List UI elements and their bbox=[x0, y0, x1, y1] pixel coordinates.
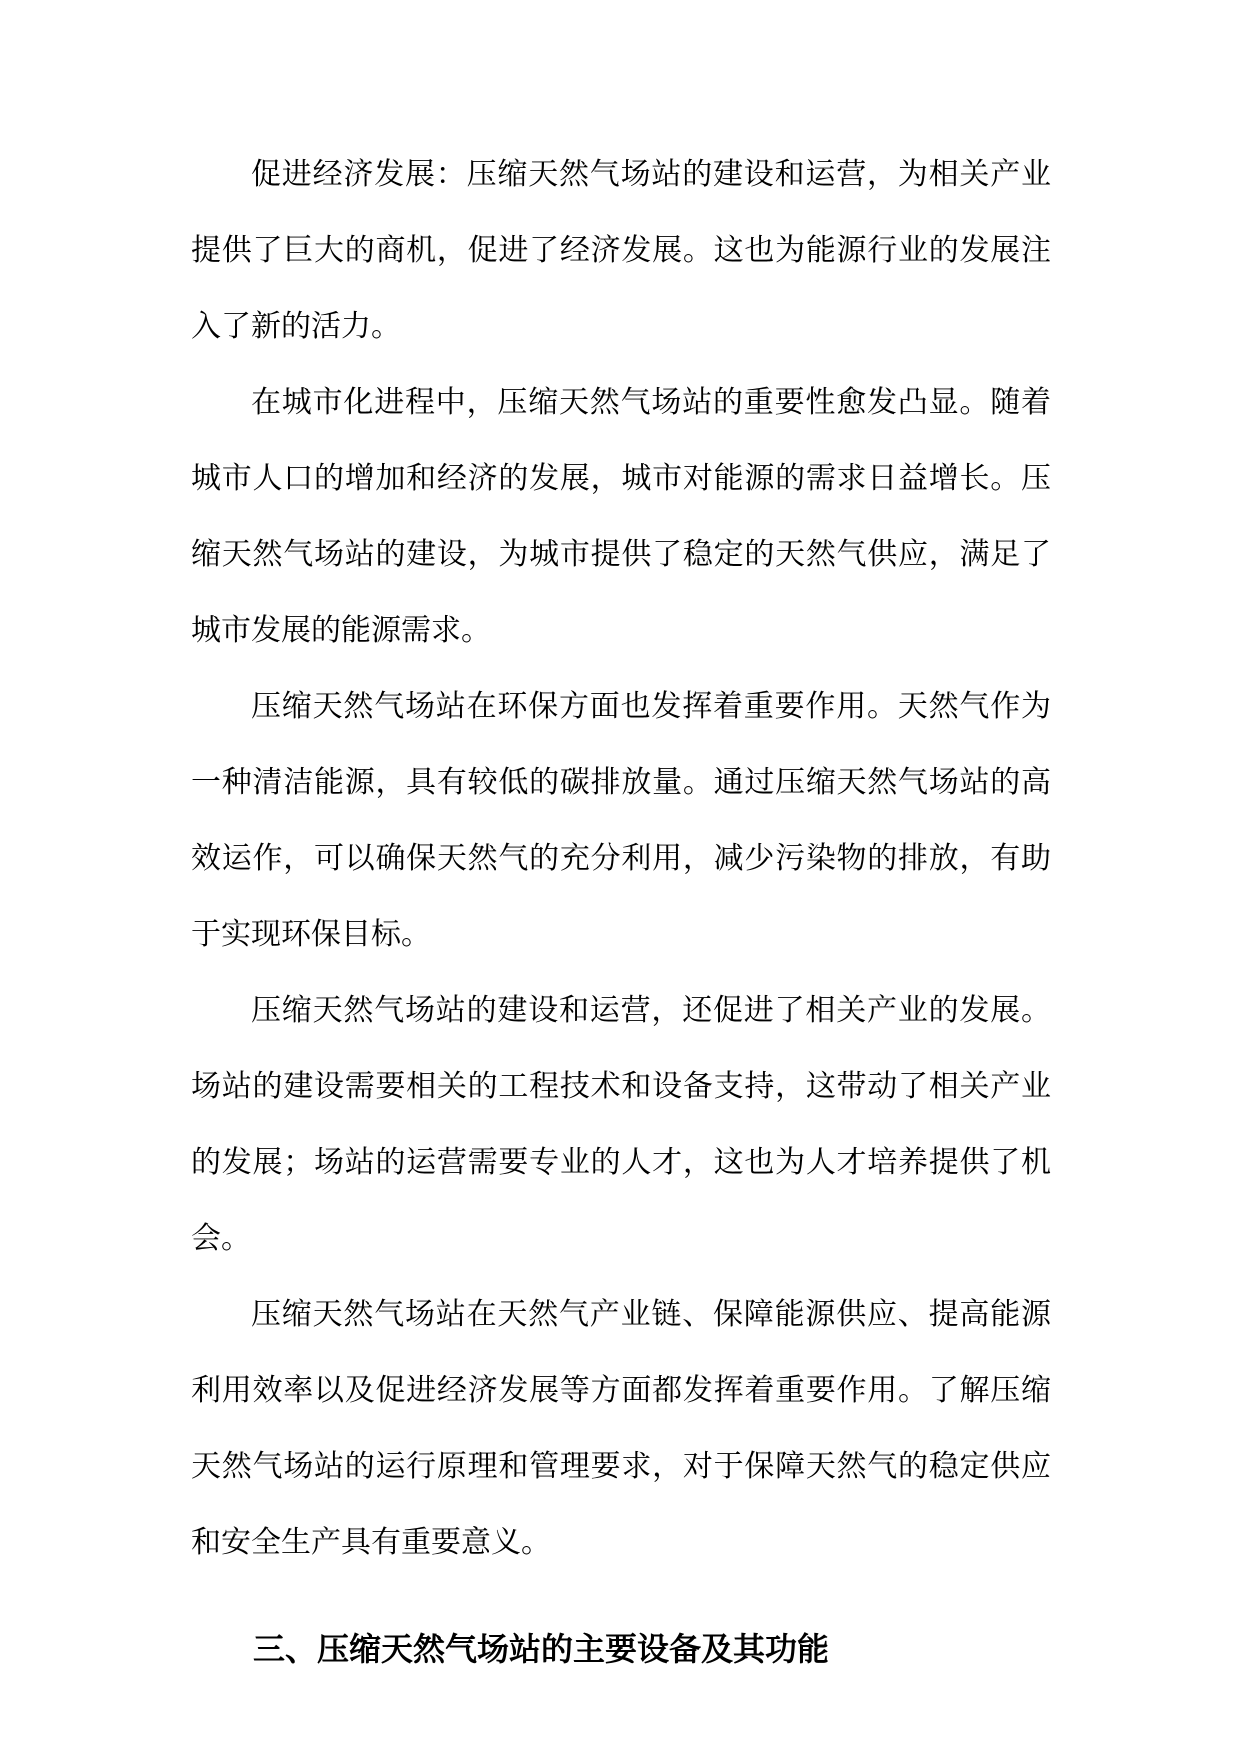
paragraph-summary: 压缩天然气场站在天然气产业链、保障能源供应、提高能源利用效率以及促进经济发展等方面都发挥着重要作用。了解压缩天然气场站的运行原理和管理要求，对于保障天然气的稳定供应和安全生产具有重要意义。 bbox=[191, 1297, 1051, 1560]
paragraph-environmental: 压缩天然气场站在环保方面也发挥着重要作用。天然气作为一种清洁能源，具有较低的碳排放量。通过压缩天然气场站的高效运作，可以确保天然气的充分利用，减少污染物的排放，有助于实现环保目标。 bbox=[191, 689, 1051, 952]
paragraph-related-industries: 压缩天然气场站的建设和运营，还促进了相关产业的发展。场站的建设需要相关的工程技术和设备支持，这带动了相关产业的发展；场站的运营需要专业的人才，这也为人才培养提供了机会。 bbox=[191, 993, 1051, 1256]
paragraph-urbanization: 在城市化进程中，压缩天然气场站的重要性愈发凸显。随着城市人口的增加和经济的发展，城市对能源的需求日益增长。压缩天然气场站的建设，为城市提供了稳定的天然气供应，满足了城市发展的能源需求。 bbox=[191, 385, 1051, 648]
document-page bbox=[191, 137, 1051, 1679]
section-heading: 三、压缩天然气场站的主要设备及其功能 bbox=[253, 1630, 830, 1668]
paragraph-economic-development: 促进经济发展：压缩天然气场站的建设和运营，为相关产业提供了巨大的商机，促进了经济发展。这也为能源行业的发展注入了新的活力。 bbox=[191, 157, 1051, 344]
